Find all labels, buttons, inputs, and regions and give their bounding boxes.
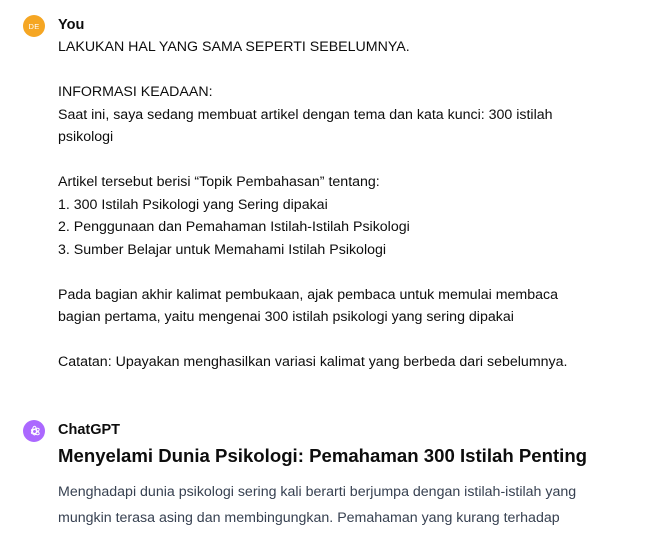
chatgpt-avatar bbox=[23, 420, 45, 442]
message-line: 3. Sumber Belajar untuk Memahami Istilah Psikologi bbox=[58, 241, 387, 258]
openai-logo-icon bbox=[27, 424, 42, 439]
message-line: psikologi bbox=[58, 129, 114, 145]
message-line: Catatan: Upayakan menghasilkan variasi kalimat yang berbeda dari sebelumnya. bbox=[58, 354, 568, 370]
message-line: bagian pertama, yaitu mengenai 300 istilah psikologi yang sering dipakai bbox=[58, 309, 514, 325]
message-line: mungkin terasa asing dan membingungkan. Pemahaman yang kurang terhadap bbox=[58, 510, 560, 526]
paragraph-gap bbox=[58, 329, 638, 352]
message-line: Pada bagian akhir kalimat pembukaan, ajak pembaca untuk memulai membaca bbox=[58, 286, 558, 303]
message-line: 1. 300 Istilah Psikologi yang Sering dipakai bbox=[58, 196, 328, 213]
paragraph-gap bbox=[58, 149, 638, 172]
response-heading: Menyelami Dunia Psikologi: Pemahaman 300 Istilah Penting bbox=[58, 445, 588, 466]
message-line: Artikel tersebut berisi “Topik Pembahasan” tentang: bbox=[58, 174, 380, 190]
assistant-message-body bbox=[58, 479, 638, 531]
message-line: INFORMASI KEADAAN: bbox=[58, 84, 213, 100]
user-avatar-initials: DE bbox=[28, 21, 40, 31]
message-line: LAKUKAN HAL YANG SAMA SEPERTI SEBELUMNYA. bbox=[58, 39, 410, 55]
paragraph-gap bbox=[58, 59, 638, 82]
message-line: Menghadapi dunia psikologi sering kali berarti berjumpa dengan istilah-istilah yang bbox=[58, 484, 577, 500]
paragraph-gap bbox=[58, 261, 638, 284]
user-author-name: You bbox=[58, 17, 85, 33]
message-line: Saat ini, saya sedang membuat artikel dengan tema dan kata kunci: 300 istilah bbox=[58, 106, 553, 123]
user-message-body bbox=[58, 36, 638, 374]
assistant-author-name: ChatGPT bbox=[58, 422, 121, 438]
user-avatar bbox=[23, 15, 45, 37]
message-line: 2. Penggunaan dan Pemahaman Istilah-Istilah Psikologi bbox=[58, 219, 410, 235]
